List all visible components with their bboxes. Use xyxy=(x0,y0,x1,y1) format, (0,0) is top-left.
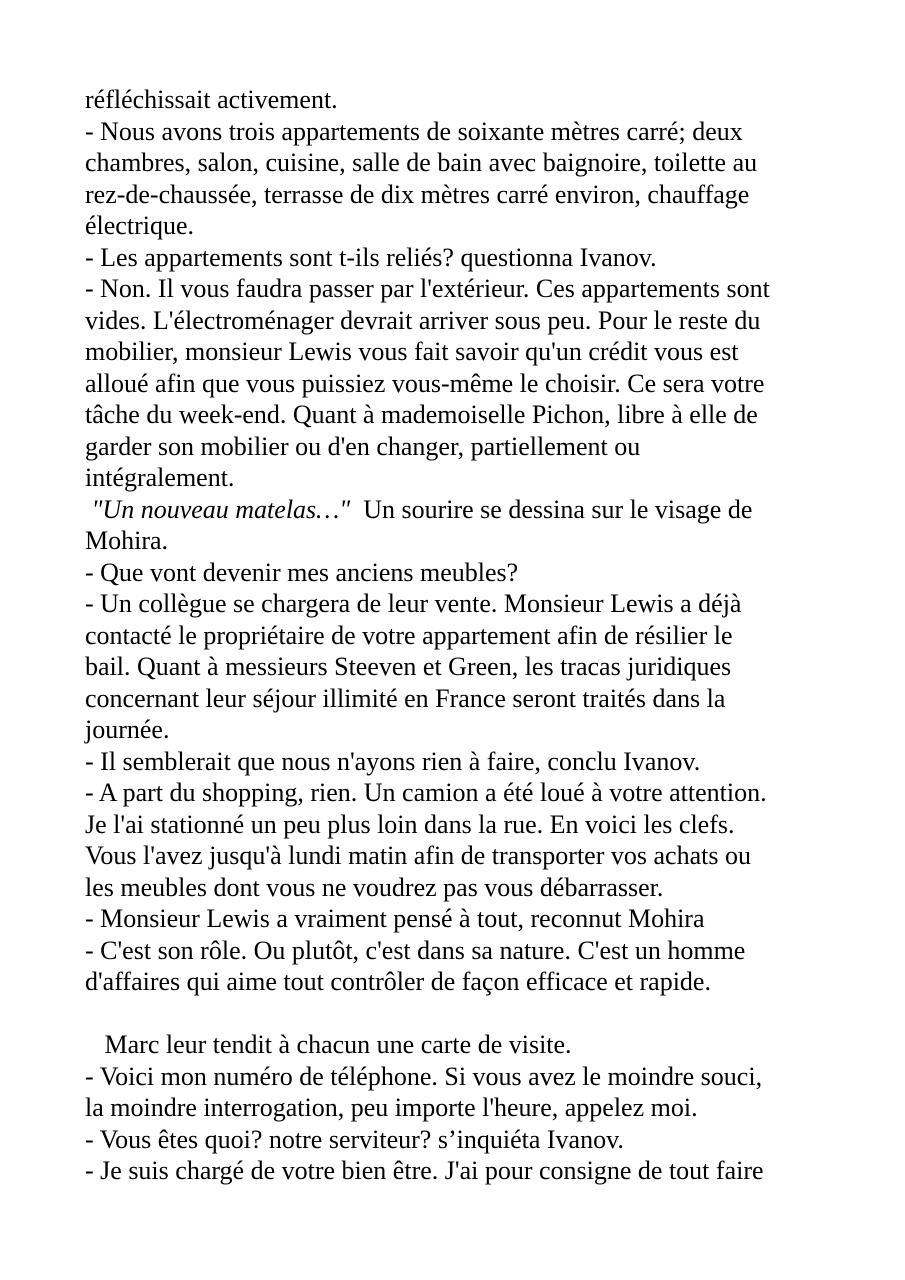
text-segment: Un sourire se dessina sur le visage de xyxy=(350,494,753,524)
text-line: intégralement. xyxy=(85,463,235,492)
text-line: électrique. xyxy=(85,211,194,240)
text-line xyxy=(85,998,830,1030)
text-line: - Voici mon numéro de téléphone. Si vous avez le moindre souci, xyxy=(85,1061,763,1091)
text-line: d'affaires qui aime tout contrôler de façon efficace et rapide. xyxy=(85,967,711,996)
text-line: Marc leur tendit à chacun une carte de visite. xyxy=(85,1030,572,1059)
text-line: - Que vont devenir mes anciens meubles? xyxy=(85,557,519,587)
text-line: - Nous avons trois appartements de soixante mètres carré; deux xyxy=(85,116,743,146)
text-line xyxy=(85,494,830,526)
text-line: - Je suis chargé de votre bien être. J'ai pour consigne de tout faire xyxy=(85,1156,764,1185)
text-line: tâche du week-end. Quant à mademoiselle Pichon, libre à elle de xyxy=(85,400,758,429)
text-line: réfléchissait activement. xyxy=(85,85,338,114)
text-line: rez-de-chaussée, terrasse de dix mètres carré environ, chauffage xyxy=(85,179,750,209)
text-line: la moindre interrogation, peu importe l'heure, appelez moi. xyxy=(85,1093,698,1122)
text-line: - Un collègue se chargera de leur vente. Monsieur Lewis a déjà xyxy=(85,589,742,618)
text-line: alloué afin que vous puissiez vous-même le choisir. Ce sera votre xyxy=(85,368,765,398)
text-line: - C'est son rôle. Ou plutôt, c'est dans sa nature. C'est un homme xyxy=(85,935,746,965)
italic-text-segment: "Un nouveau matelas…" xyxy=(85,494,351,524)
text-line: journée. xyxy=(85,715,170,744)
text-line: Je l'ai stationné un peu plus loin dans la rue. En voici les clefs. xyxy=(85,809,735,839)
text-line: - Non. Il vous faudra passer par l'extérieur. Ces appartements sont xyxy=(85,274,770,303)
text-line: vides. L'électroménager devrait arriver sous peu. Pour le reste du xyxy=(85,305,761,335)
text-line: - Les appartements sont t-ils reliés? questionna Ivanov. xyxy=(85,242,657,272)
text-line: Mohira. xyxy=(85,526,169,555)
text-line: mobilier, monsieur Lewis vous fait savoir qu'un crédit vous est xyxy=(85,337,739,366)
text-line: - Vous êtes quoi? notre serviteur? s’inquiéta Ivanov. xyxy=(85,1124,624,1154)
text-line: - Monsieur Lewis a vraiment pensé à tout, reconnut Mohira xyxy=(85,904,705,933)
text-line: chambres, salon, cuisine, salle de bain avec baignoire, toilette au xyxy=(85,148,758,177)
text-line: bail. Quant à messieurs Steeven et Green, les tracas juridiques xyxy=(85,652,732,681)
text-line: contacté le propriétaire de votre appartement afin de résilier le xyxy=(85,620,733,650)
text-line: - Il semblerait que nous n'ayons rien à faire, conclu Ivanov. xyxy=(85,746,701,776)
text-line: Vous l'avez jusqu'à lundi matin afin de transporter vos achats ou xyxy=(85,841,751,870)
page-text-block xyxy=(85,84,830,1187)
text-line: les meubles dont vous ne voudrez pas vous débarrasser. xyxy=(85,872,664,902)
text-line: garder son mobilier ou d'en changer, partiellement ou xyxy=(85,431,641,461)
text-line: concernant leur séjour illimité en France seront traités dans la xyxy=(85,683,726,713)
text-line: - A part du shopping, rien. Un camion a été loué à votre attention. xyxy=(85,778,767,807)
